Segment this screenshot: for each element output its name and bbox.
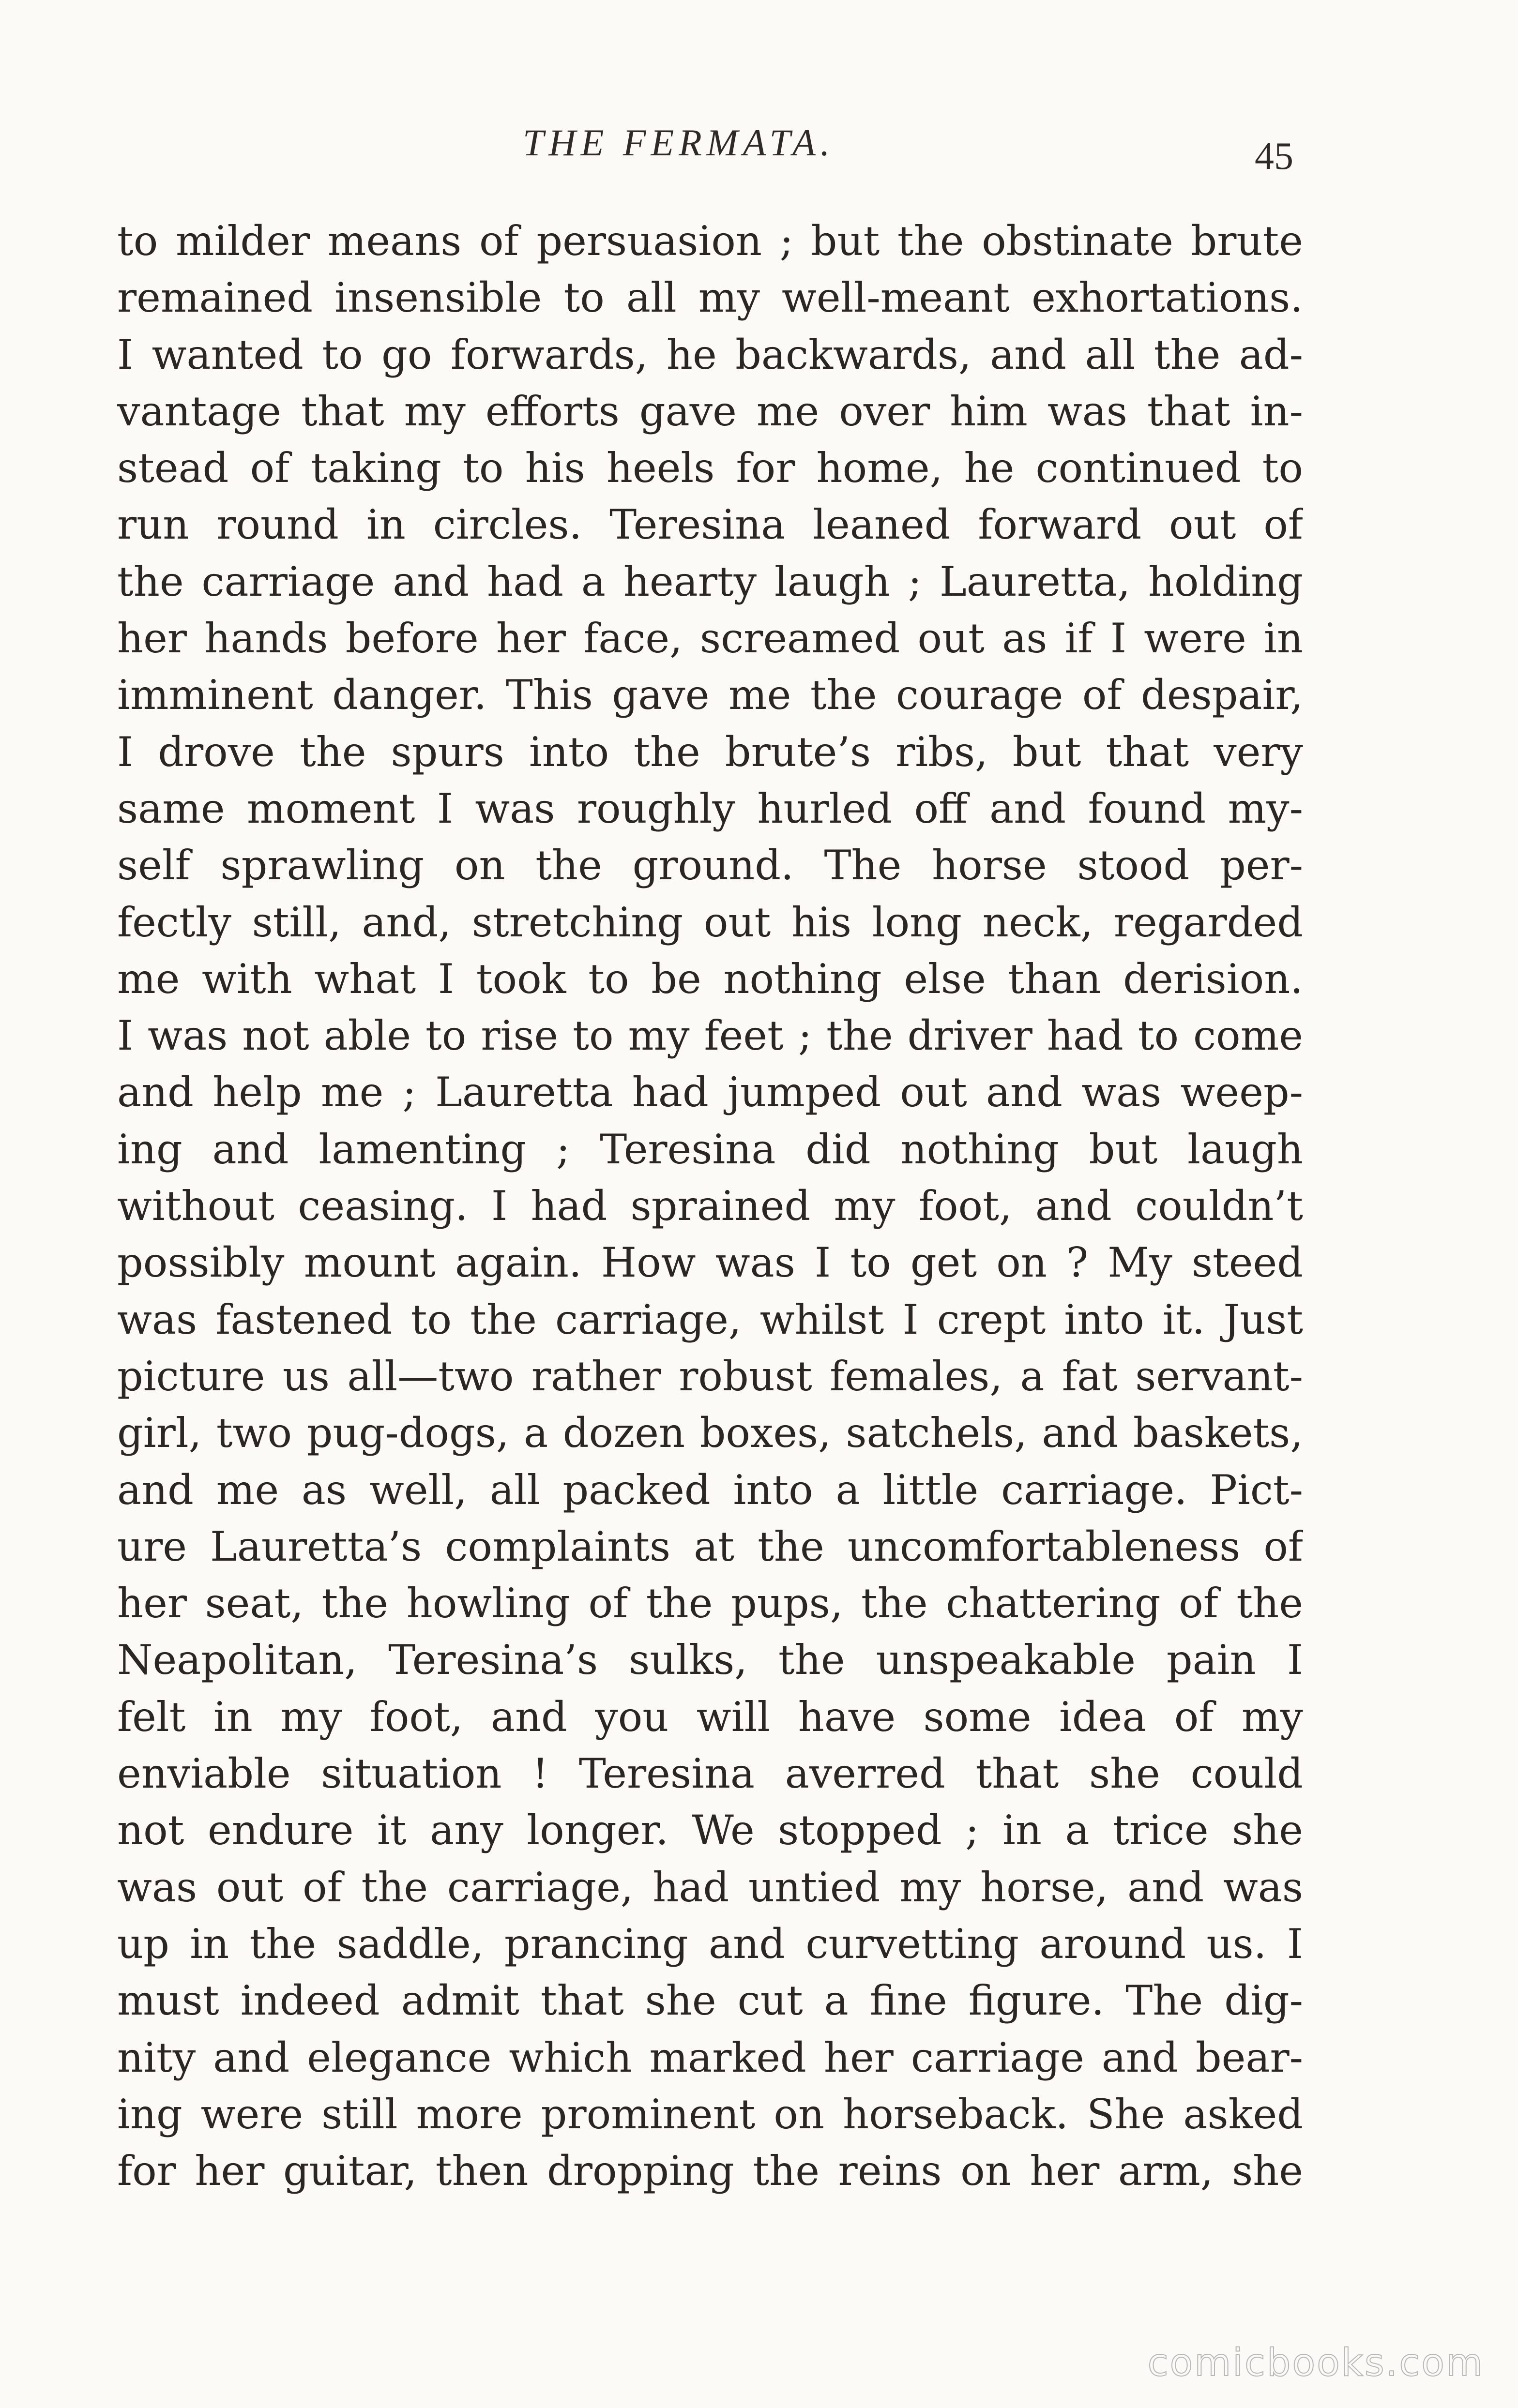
text-line: run round in circles. Teresina leaned forward out of <box>117 501 1303 549</box>
text-line: picture us all—two rather robust females, a fat servant- <box>117 1352 1303 1400</box>
text-line: stead of taking to his heels for home, he continued to <box>117 444 1303 492</box>
text-line: not endure it any longer. We stopped ; in a trice she <box>117 1806 1303 1854</box>
running-title: THE FERMATA. <box>523 121 835 164</box>
text-line: and me as well, all packed into a little carriage. Pict- <box>117 1466 1303 1514</box>
watermark: comicbooks.com <box>1147 2341 1484 2385</box>
text-line: enviable situation ! Teresina averred that she could <box>117 1750 1303 1798</box>
text-line: self sprawling on the ground. The horse stood per- <box>117 842 1303 889</box>
text-line: ing were still more prominent on horseback. She asked <box>117 2090 1303 2138</box>
text-line: remained insensible to all my well-meant exhortations. <box>117 274 1303 322</box>
text-line: I drove the spurs into the brute’s ribs, but that very <box>117 728 1303 776</box>
text-line: was fastened to the carriage, whilst I crept into it. Just <box>117 1295 1303 1343</box>
text-line: the carriage and had a hearty laugh ; Lauretta, holding <box>117 557 1303 605</box>
text-line: her seat, the howling of the pups, the chattering of the <box>117 1580 1303 1627</box>
text-line: imminent danger. This gave me the courage of despair, <box>117 671 1303 719</box>
text-line: vantage that my efforts gave me over him was that in- <box>117 387 1303 435</box>
text-line: possibly mount again. How was I to get on ? My steed <box>117 1239 1303 1287</box>
text-line: nity and elegance which marked her carriage and bear- <box>117 2033 1303 2081</box>
page-number: 45 <box>1255 135 1293 178</box>
text-line: without ceasing. I had sprained my foot, and couldn’t <box>117 1182 1303 1230</box>
text-line: was out of the carriage, had untied my horse, and was <box>117 1863 1303 1911</box>
text-line: I was not able to rise to my feet ; the driver had to come <box>117 1012 1303 1060</box>
text-line: I wanted to go forwards, he backwards, and all the ad- <box>117 331 1303 378</box>
text-line: ing and lamenting ; Teresina did nothing but laugh <box>117 1125 1303 1173</box>
text-line: to milder means of persuasion ; but the obstinate brute <box>117 217 1303 265</box>
text-line: me with what I took to be nothing else than derision. <box>117 955 1303 1003</box>
text-line: same moment I was roughly hurled off and found my- <box>117 784 1303 832</box>
text-line: up in the saddle, prancing and curvetting around us. I <box>117 1920 1303 1968</box>
body-text <box>117 213 1303 2199</box>
text-line: fectly still, and, stretching out his long neck, regarded <box>117 898 1303 946</box>
text-line: felt in my foot, and you will have some idea of my <box>117 1693 1303 1741</box>
text-line: and help me ; Lauretta had jumped out and was weep- <box>117 1069 1303 1116</box>
text-line: her hands before her face, screamed out as if I were in <box>117 615 1303 662</box>
text-line: Neapolitan, Teresina’s sulks, the unspeakable pain I <box>117 1636 1303 1684</box>
text-line: for her guitar, then dropping the reins on her arm, she <box>117 2147 1303 2195</box>
text-line: must indeed admit that she cut a fine figure. The dig- <box>117 1977 1303 2025</box>
text-line: ure Lauretta’s complaints at the uncomfortableness of <box>117 1522 1303 1570</box>
text-line: girl, two pug-dogs, a dozen boxes, satchels, and baskets, <box>117 1409 1303 1457</box>
